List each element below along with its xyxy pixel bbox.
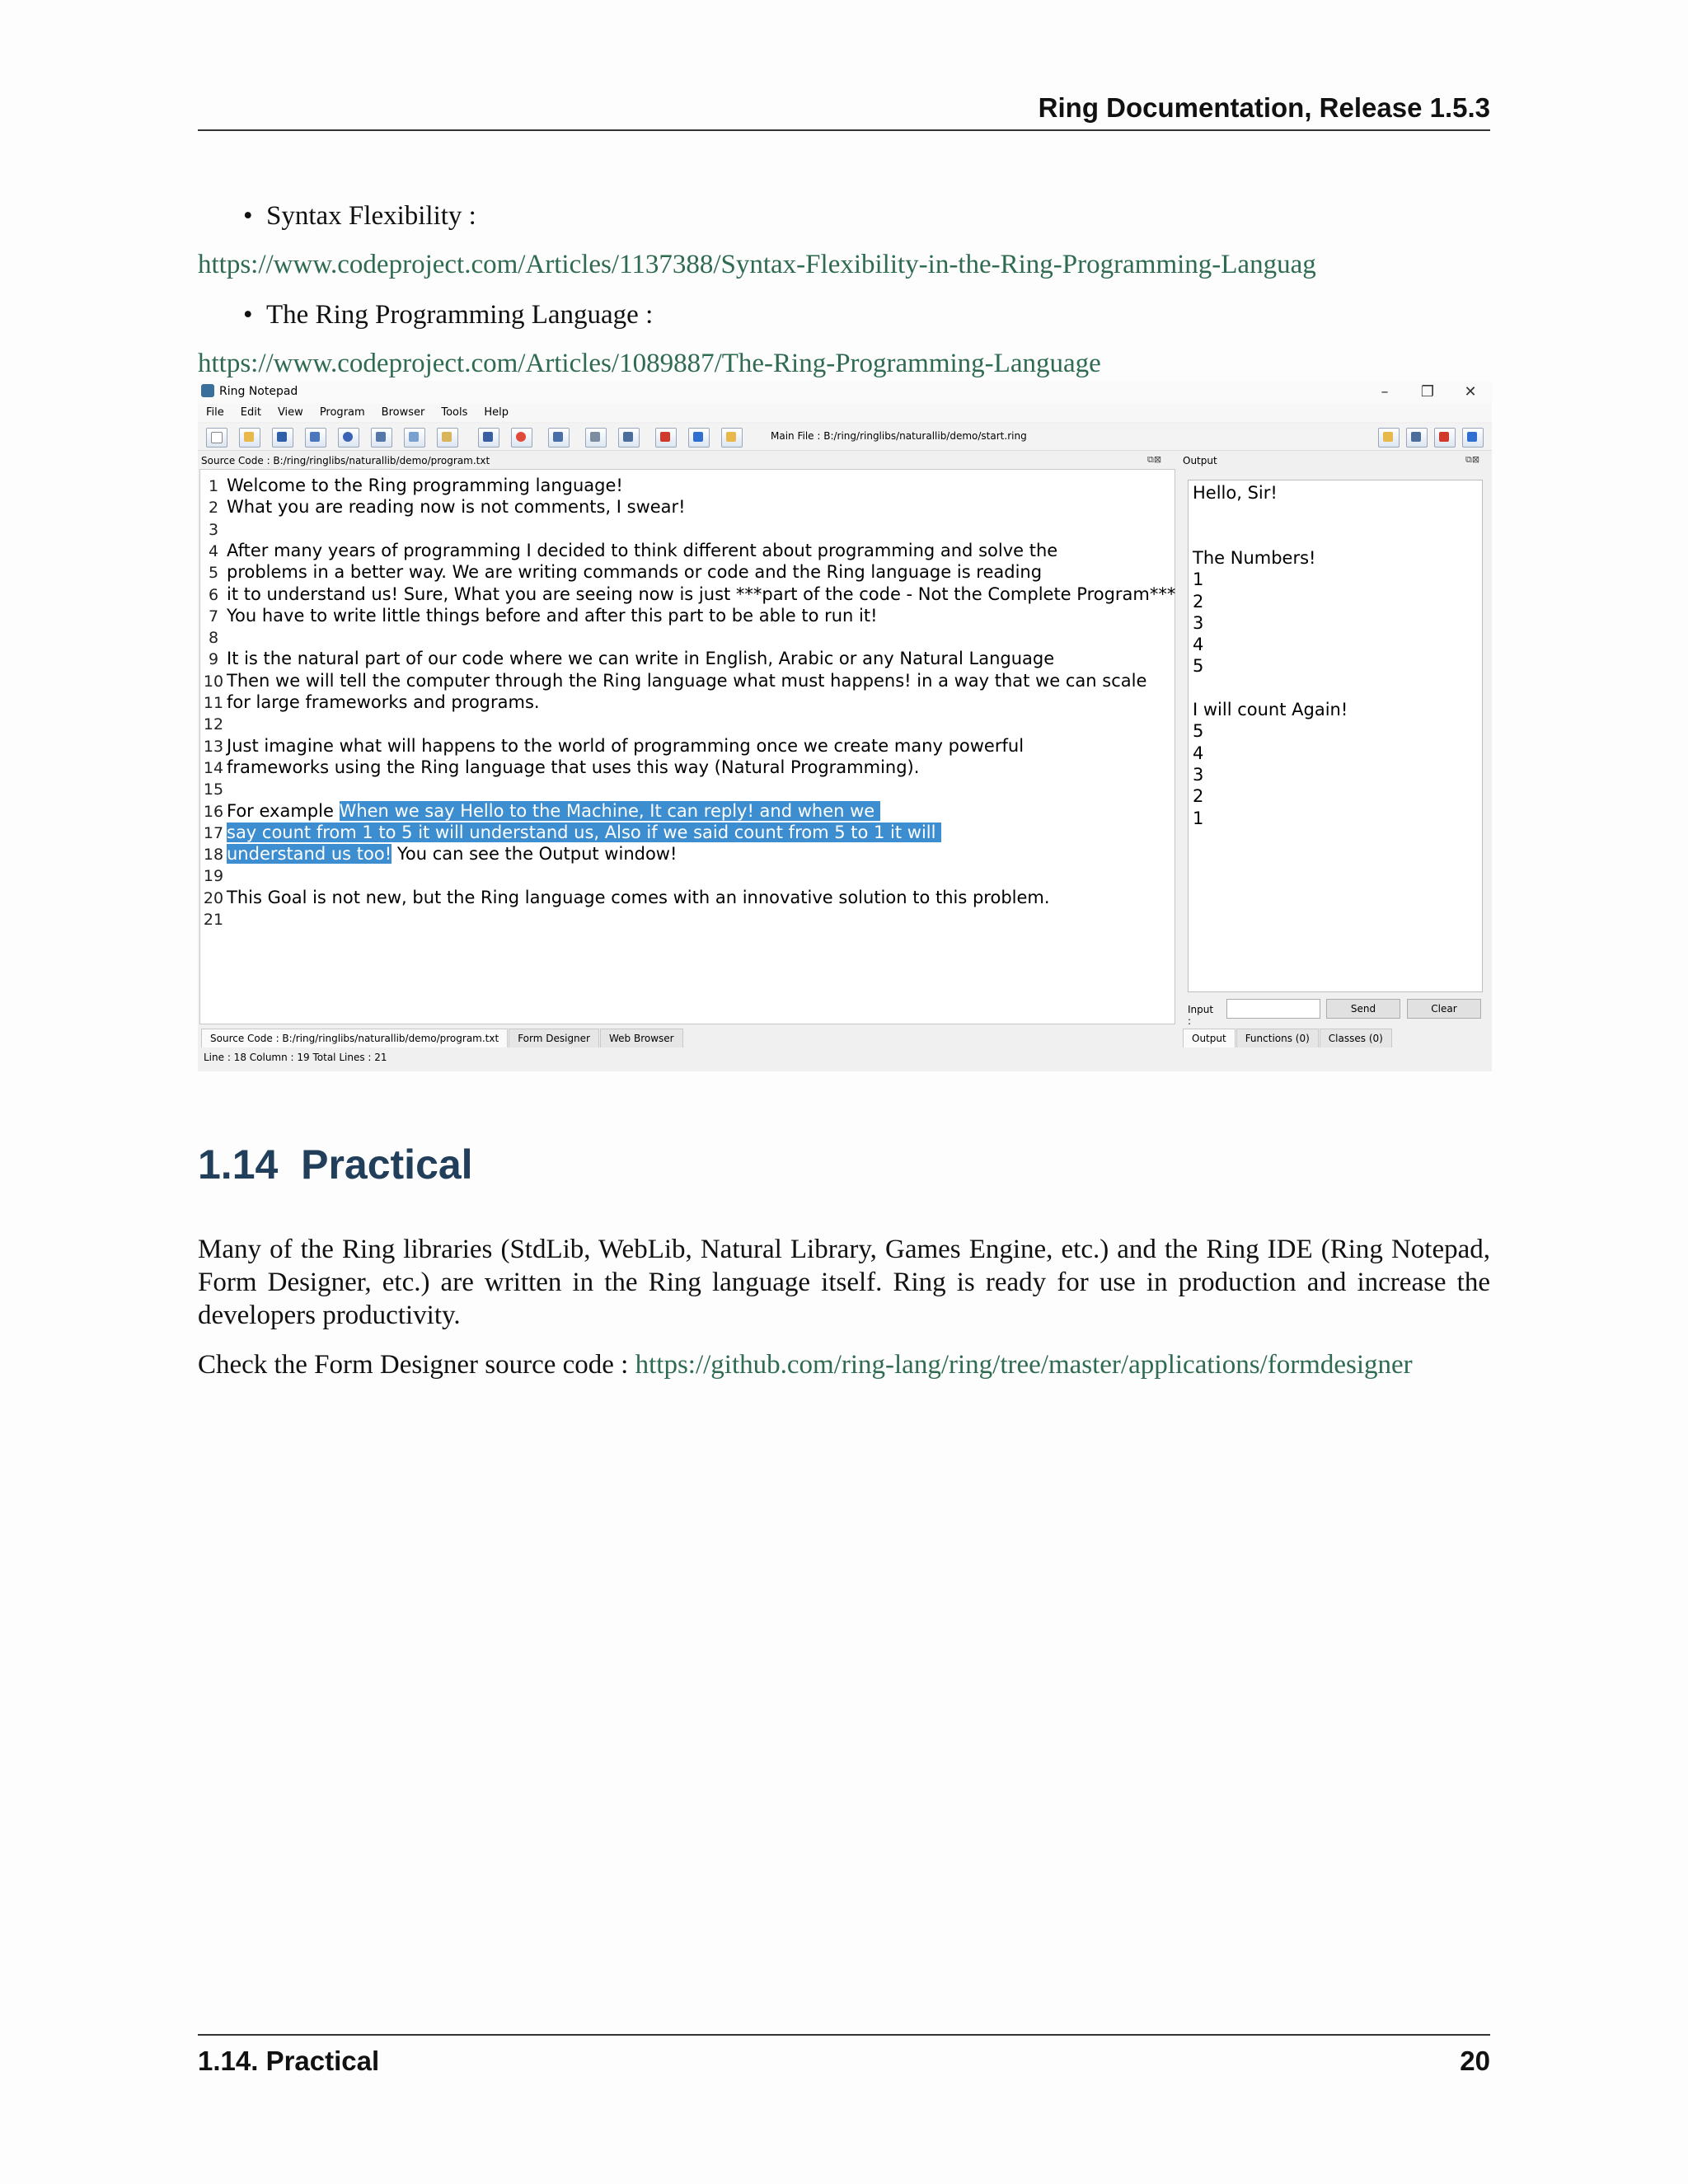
bullet-ring-language: • The Ring Programming Language : xyxy=(243,300,654,330)
main-file-debug-icon[interactable] xyxy=(1406,428,1428,448)
code-line xyxy=(200,648,1054,669)
code-text: Then we will tell the computer through the Ring language what must happens! in a way that we can scale xyxy=(227,670,1147,691)
code-text: Just imagine what will happens to the world of programming once we create many powerful xyxy=(227,735,1025,756)
save-as-icon[interactable] xyxy=(305,428,326,448)
line-number: 8 xyxy=(208,629,219,648)
selected-code-text: understand us too! xyxy=(227,844,392,865)
line-number: 13 xyxy=(203,737,224,756)
menu-file[interactable]: File xyxy=(206,406,224,419)
output-line: I will count Again! xyxy=(1193,700,1348,719)
open-folder-icon[interactable] xyxy=(239,428,260,448)
output-tabs xyxy=(1183,1029,1393,1047)
line-number: 15 xyxy=(203,780,224,799)
line-number: 10 xyxy=(203,672,224,691)
line-number: 4 xyxy=(208,541,219,560)
input-field[interactable] xyxy=(1226,999,1320,1019)
code-text: You have to write little things before and after this part to be able to run it! xyxy=(227,605,878,626)
output-line: 3 xyxy=(1193,764,1204,785)
open-project-icon[interactable] xyxy=(721,428,743,448)
menu-edit[interactable]: Edit xyxy=(240,406,261,419)
code-text: Welcome to the Ring programming language! xyxy=(227,476,623,495)
print-icon[interactable] xyxy=(585,428,607,448)
source-code-editor[interactable] xyxy=(199,469,1175,1024)
line-number: 9 xyxy=(208,650,219,669)
code-line xyxy=(200,518,227,540)
page-header-title: Ring Documentation, Release 1.5.3 xyxy=(1038,92,1490,123)
debug-icon[interactable] xyxy=(618,428,640,448)
code-line xyxy=(200,887,1050,908)
bullet-icon: • xyxy=(243,201,253,231)
code-text: it to understand us! Sure, What you are seeing now is just ***part of the code - Not the Complete Program*** xyxy=(227,583,1176,604)
code-line xyxy=(200,735,1024,757)
selected-code-text: When we say Hello to the Machine, It can reply! and when we xyxy=(339,800,880,821)
window-title: Ring Notepad xyxy=(219,385,298,398)
tab-functions[interactable]: Functions (0) xyxy=(1236,1029,1319,1047)
line-number: 12 xyxy=(203,715,224,734)
line-number: 20 xyxy=(203,888,224,907)
menu-browser[interactable]: Browser xyxy=(381,406,425,419)
line-number: 11 xyxy=(203,694,224,712)
code-line xyxy=(200,475,623,496)
code-line xyxy=(200,822,941,843)
section-heading: 1.14 Practical xyxy=(198,1141,473,1188)
code-text: for large frameworks and programs. xyxy=(227,692,540,712)
window-controls xyxy=(1363,381,1492,404)
line-number: 1 xyxy=(208,477,219,495)
footer-section-label: 1.14. Practical xyxy=(198,2046,380,2076)
form-designer-link[interactable]: https://github.com/ring-lang/ring/tree/master/applications/formdesigner xyxy=(635,1350,1413,1380)
bullet-icon: • xyxy=(243,300,253,330)
code-line xyxy=(200,626,227,648)
source-pane-dock-icons[interactable]: ⧉⊠ xyxy=(1147,454,1162,465)
paragraph-form-designer xyxy=(198,1348,1490,1381)
output-line: 4 xyxy=(1193,635,1204,655)
copy-icon[interactable] xyxy=(404,428,425,448)
output-line: 5 xyxy=(1193,656,1204,677)
menu-view[interactable]: View xyxy=(277,406,303,419)
selected-code-text: say count from 1 to 5 it will understand us, Also if we said count from 5 to 1 it will xyxy=(227,822,942,842)
run-gui-icon[interactable] xyxy=(688,428,710,448)
window-titlebar xyxy=(198,381,1492,404)
code-line xyxy=(200,865,227,886)
footer-rule xyxy=(198,2034,1490,2036)
code-line xyxy=(200,713,227,734)
code-line xyxy=(200,605,878,626)
tab-classes[interactable]: Classes (0) xyxy=(1320,1029,1392,1047)
tab-source-code[interactable]: Source Code : B:/ring/ringlibs/naturallib/demo/program.txt xyxy=(201,1029,508,1047)
main-file-label: Main File : B:/ring/ringlibs/naturallib/demo/start.ring xyxy=(771,430,1027,442)
font-icon[interactable] xyxy=(478,428,499,448)
output-line: Hello, Sir! xyxy=(1193,483,1278,503)
line-number: 5 xyxy=(208,564,219,583)
main-file-run-icon[interactable] xyxy=(1434,428,1456,448)
menu-tools[interactable]: Tools xyxy=(441,406,468,419)
line-number: 3 xyxy=(208,520,219,539)
undo-icon[interactable] xyxy=(338,428,359,448)
main-file-run-gui-icon[interactable] xyxy=(1462,428,1484,448)
output-pane-title: Output xyxy=(1183,455,1217,466)
line-number: 6 xyxy=(208,585,219,604)
paste-icon[interactable] xyxy=(437,428,458,448)
line-number: 7 xyxy=(208,607,219,626)
cut-icon[interactable] xyxy=(371,428,392,448)
output-line: 3 xyxy=(1193,612,1204,633)
line-number: 14 xyxy=(203,758,224,777)
output-window xyxy=(1188,480,1483,992)
source-pane-title: Source Code : B:/ring/ringlibs/naturallib/demo/program.txt xyxy=(201,455,490,466)
code-line xyxy=(200,757,919,778)
ring-notepad-screenshot xyxy=(198,381,1492,1071)
output-line: The Numbers! xyxy=(1193,547,1316,568)
code-text: It is the natural part of our code where we can write in English, Arabic or any Natural Language xyxy=(227,649,1055,669)
menu-program[interactable]: Program xyxy=(319,406,365,419)
line-number: 16 xyxy=(203,802,224,821)
page-number: 20 xyxy=(1460,2046,1490,2076)
output-line: 1 xyxy=(1193,808,1204,828)
input-label: Input : xyxy=(1188,1004,1214,1027)
line-number: 2 xyxy=(208,499,219,518)
output-line: 1 xyxy=(1193,569,1204,590)
code-line xyxy=(200,908,227,930)
code-text: What you are reading now is not comments, I swear! xyxy=(227,497,686,518)
form-designer-text: Check the Form Designer source code : xyxy=(198,1350,635,1380)
restore-icon[interactable]: ❐ xyxy=(1420,383,1435,401)
bullet-syntax-flexibility: • Syntax Flexibility : xyxy=(243,201,476,231)
editor-tabs xyxy=(201,1029,684,1047)
code-line xyxy=(200,670,1146,691)
menu-help[interactable]: Help xyxy=(484,406,509,419)
code-line xyxy=(200,583,1175,605)
output-line: 4 xyxy=(1193,743,1204,763)
line-number: 19 xyxy=(203,867,224,886)
line-number: 21 xyxy=(203,911,224,929)
status-bar: Line : 18 Column : 19 Total Lines : 21 xyxy=(204,1052,387,1063)
color-icon[interactable] xyxy=(511,428,532,448)
new-file-icon[interactable] xyxy=(206,428,227,448)
tab-web-browser[interactable]: Web Browser xyxy=(600,1029,683,1047)
code-text: This Goal is not new, but the Ring language comes with an innovative solution to this problem. xyxy=(227,887,1050,907)
output-pane-dock-icons[interactable]: ⧉⊠ xyxy=(1465,454,1480,465)
save-icon[interactable] xyxy=(272,428,293,448)
code-text: For example xyxy=(227,800,340,821)
code-text: frameworks using the Ring language that uses this way (Natural Programming). xyxy=(227,757,920,777)
code-line xyxy=(200,496,686,518)
ring-notepad-app-icon xyxy=(201,384,214,397)
tab-output[interactable]: Output xyxy=(1183,1029,1236,1047)
menu-bar xyxy=(198,404,1492,422)
paragraph-libraries: Many of the Ring libraries (StdLib, WebLib, Natural Library, Games Engine, etc.) and the Ring IDE (Ring Notepad, Form Designer, etc.) are written in the Ring language itself. Ring is ready for use in production and increase the developers productivity. xyxy=(198,1235,1490,1330)
code-text: problems in a better way. We are writing commands or code and the Ring language is reading xyxy=(227,562,1043,583)
clear-button[interactable]: Clear xyxy=(1407,999,1481,1019)
main-file-open-icon[interactable] xyxy=(1378,428,1400,448)
line-number: 18 xyxy=(203,846,224,865)
minimize-icon[interactable]: – xyxy=(1381,383,1389,401)
code-line xyxy=(200,540,1057,561)
edit-pen-icon[interactable] xyxy=(548,428,570,448)
close-icon[interactable]: ✕ xyxy=(1464,383,1477,401)
header-rule xyxy=(198,129,1490,131)
code-text: You can see the Output window! xyxy=(392,844,678,865)
tab-form-designer[interactable]: Form Designer xyxy=(509,1029,599,1047)
code-line xyxy=(200,778,227,799)
output-line: 5 xyxy=(1193,721,1204,742)
link-ring-language[interactable]: https://www.codeproject.com/Articles/1089887/The-Ring-Programming-Language xyxy=(198,349,1101,378)
code-line xyxy=(200,561,1042,583)
send-button[interactable]: Send xyxy=(1326,999,1400,1019)
code-line xyxy=(200,800,880,822)
code-line xyxy=(200,691,540,713)
link-syntax-flexibility[interactable]: https://www.codeproject.com/Articles/1137388/Syntax-Flexibility-in-the-Ring-Programming-Languag xyxy=(198,250,1316,279)
output-line: 2 xyxy=(1193,786,1204,807)
line-number: 17 xyxy=(203,823,224,842)
output-line: 2 xyxy=(1193,591,1204,612)
code-line xyxy=(200,843,677,865)
code-text: After many years of programming I decided to think different about programming and solve the xyxy=(227,540,1058,560)
run-icon[interactable] xyxy=(655,428,677,448)
